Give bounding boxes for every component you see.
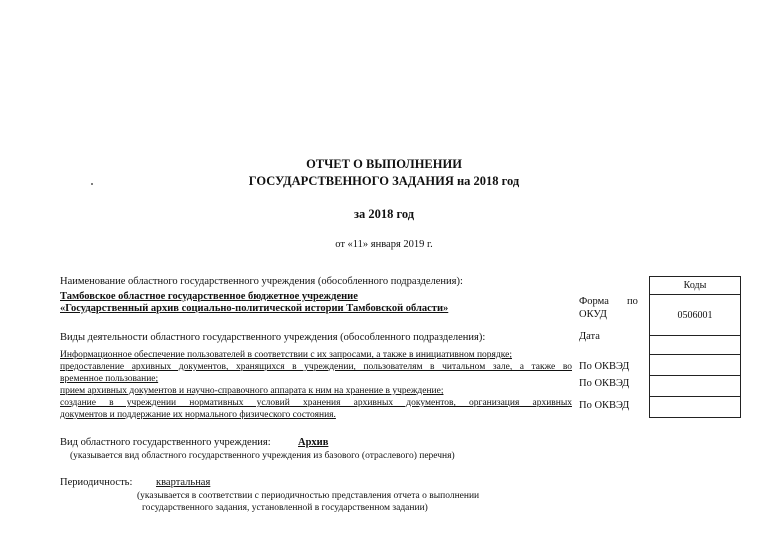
activity-line: документов и поддержание их нормального физического состояния. — [60, 410, 336, 420]
report-title-line1: ОТЧЕТ О ВЫПОЛНЕНИИ — [306, 157, 462, 171]
date-code-cell — [650, 335, 740, 354]
activity-line: временное пользование; — [60, 374, 159, 384]
periodicity-note-line2: государственного задания, установленной в государственном задании) — [142, 503, 428, 513]
scan-speck — [91, 183, 93, 185]
okved-code-cell-1 — [650, 354, 740, 375]
forma-label: Форма — [579, 296, 609, 307]
codes-table — [649, 276, 741, 418]
type-note: (указывается вид областного государственного учреждения из базового (отраслевого) перечня) — [70, 451, 455, 461]
report-title-line2: ГОСУДАРСТВЕННОГО ЗАДАНИЯ на 2018 год — [248, 174, 520, 188]
institution-name-line2: «Государственный архив социально-политической истории Тамбовской области» — [60, 303, 449, 314]
activity-line: Информационное обеспечение пользователей в соответствии с их запросами, а также в инициативном порядке; — [60, 350, 512, 360]
activities-label: Виды деятельности областного государственного учреждения (обособленного подразделения): — [60, 332, 486, 343]
okved-label-1: По ОКВЭД — [579, 361, 630, 372]
institution-label: Наименование областного государственного учреждения (обособленного подразделения): — [60, 276, 463, 287]
okved-label-3: По ОКВЭД — [579, 400, 630, 411]
activity-line: создание в учреждении нормативных условий хранения архивных документов, организация архивных — [60, 398, 572, 408]
codes-header: Коды — [683, 280, 707, 291]
po-label: по — [627, 296, 638, 307]
periodicity-value: квартальная — [156, 477, 211, 488]
activity-line: прием архивных документов и научно-справочного аппарата к ним на хранение в учреждение; — [60, 386, 444, 396]
institution-name-line1: Тамбовское областное государственное бюджетное учреждение — [60, 291, 358, 302]
okud-code-cell: 0506001 — [650, 294, 740, 335]
date-label: Дата — [579, 331, 600, 342]
report-date: от «11» января 2019 г. — [335, 239, 433, 250]
type-label: Вид областного государственного учреждения: — [60, 437, 271, 448]
type-value: Архив — [298, 437, 329, 448]
okved-code-cell-3 — [650, 396, 740, 417]
periodicity-label: Периодичность: — [60, 477, 133, 488]
okved-code-cell-2 — [650, 375, 740, 396]
activity-line: предоставление архивных документов, хранящихся в учреждении, пользователям в читальном зале, а также во — [60, 362, 572, 372]
report-period: за 2018 год — [353, 207, 415, 221]
periodicity-note-line1: (указывается в соответствии с периодичностью представления отчета о выполнении — [137, 491, 480, 501]
okud-label: ОКУД — [579, 309, 607, 320]
okved-label-2: По ОКВЭД — [579, 378, 630, 389]
